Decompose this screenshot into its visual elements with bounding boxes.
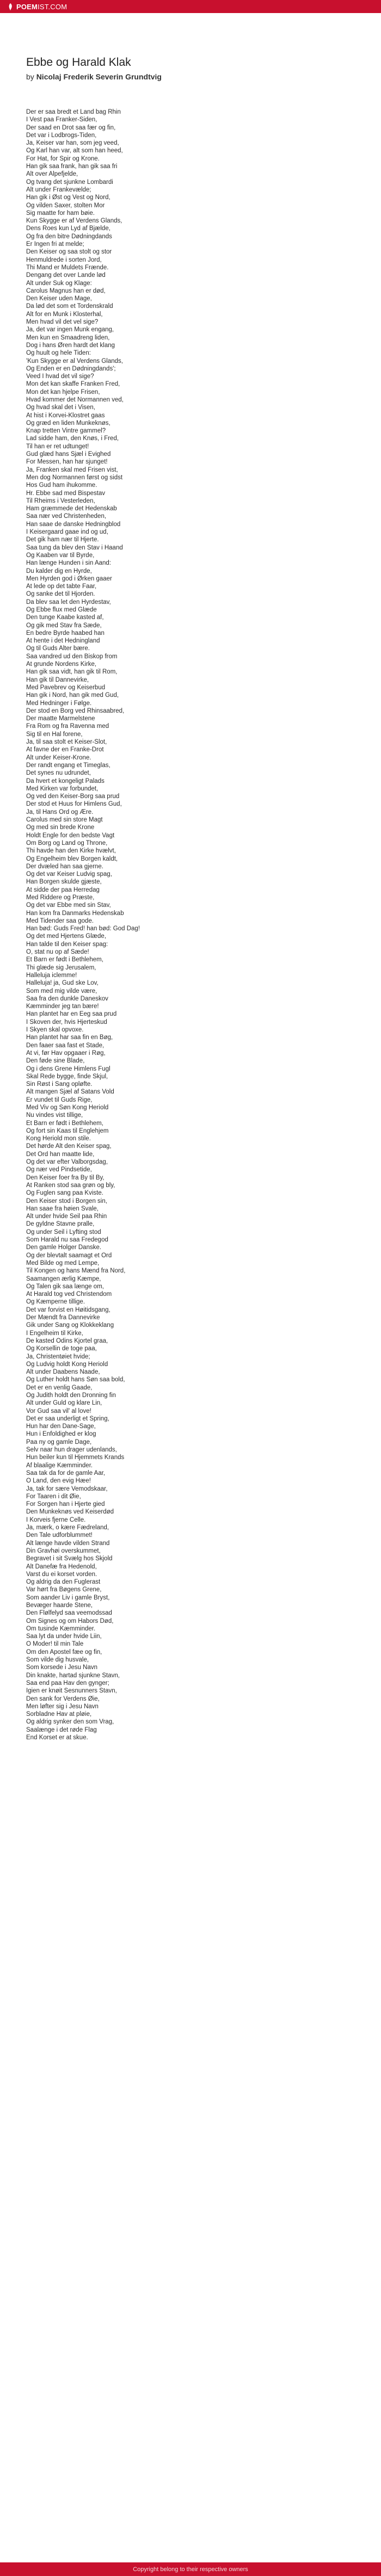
- poem-line: Og det var efter Valborgsdag,: [26, 1159, 108, 1166]
- poem-line: Den Keiser foer fra By til By,: [26, 1174, 105, 1181]
- poem-line: Veed I hvad det vil sige?: [26, 373, 94, 380]
- poem-line: Det hørde Alt den Keiser spag,: [26, 1143, 112, 1150]
- poem-line: Alt under Daabens Naade,: [26, 1369, 100, 1376]
- poem-line: Er Ingen fri at melde;: [26, 241, 84, 248]
- poem-line: Der stod et Huus for Himlens Gud,: [26, 801, 122, 808]
- poem-line: Det var i Lodbrogs-Tiden,: [26, 132, 97, 139]
- poem-line: Med Viv og Søn Kong Heriold: [26, 1104, 109, 1111]
- poem-line: At favne der en Franke-Drot: [26, 746, 104, 753]
- quill-icon: [7, 3, 14, 10]
- poem-line: Det gik ham nær til Hjerte.: [26, 536, 99, 543]
- poem-line: Paa ny og gamle Dage,: [26, 1438, 92, 1445]
- poem-line: Og Ludvig holdt Kong Heriold: [26, 1361, 108, 1368]
- poem-line: Og ved den Keiser-Borg saa prud: [26, 793, 120, 800]
- logo-main: POEM: [16, 2, 38, 11]
- poem-line: Med Kirken var forbundet,: [26, 785, 99, 792]
- by-label: by: [26, 72, 34, 81]
- poem-line: Som med mig vilde være,: [26, 987, 97, 994]
- poem-line: Om Signes og om Habors Død,: [26, 1617, 114, 1624]
- poem-line: Der stod en Borg ved Rhinsaabred,: [26, 707, 125, 714]
- poem-line: Han saae de danske Hedningblod: [26, 521, 121, 528]
- poem-line: Den gamle Holger Danske.: [26, 1244, 102, 1251]
- poem-line: Og Fuglen sang paa Kviste.: [26, 1190, 103, 1197]
- poem-line: Et Barn er født i Bethlehem,: [26, 1120, 103, 1127]
- poem-line: Saa fra den dunkle Daneskov: [26, 995, 108, 1002]
- poem-line: Alt under hvide Seil paa Rhin: [26, 1213, 107, 1220]
- poem-line: At lede op det tabte Faar,: [26, 583, 97, 590]
- poem-line: I Skyen skal opvoxe.: [26, 1027, 84, 1034]
- poem-line: Ja, til saa stolt et Keiser-Slot,: [26, 739, 107, 746]
- site-logo[interactable]: [7, 3, 67, 11]
- poem-line: Den sank for Verdens Øie,: [26, 1695, 100, 1702]
- poem-line: Kong Heriold mon stile.: [26, 1135, 91, 1142]
- poem-line: Og fort sin Kaas til Englehjem: [26, 1127, 109, 1134]
- poem-line: Men hvad vil det vel sige?: [26, 319, 99, 326]
- poem-content: [26, 55, 355, 1741]
- poem-line: Ja, Franken skal med Frisen vist,: [26, 466, 118, 473]
- poem-line: Sorbladne Hav at pløie,: [26, 1711, 92, 1718]
- poem-line: Hun i Enfoldighed er klog: [26, 1431, 96, 1438]
- author-link[interactable]: Nicolaj Frederik Severin Grundtvig: [36, 72, 162, 81]
- poem-line: Til Rheims i Vesterleden,: [26, 497, 95, 504]
- poem-line: Og til Guds Alter bære.: [26, 645, 90, 652]
- poem-body: [26, 108, 355, 1741]
- poem-line: En bedre Byrde haabed han: [26, 629, 105, 637]
- poem-line: Alt under Guld og klare Lin,: [26, 1400, 102, 1407]
- poem-line: Den Keiser og saa stolt og stor: [26, 249, 112, 256]
- poem-line: Den Flølfelyd saa veemodssad: [26, 1610, 112, 1617]
- poem-title: Ebbe og Harald Klak: [26, 56, 131, 69]
- top-bar: [0, 0, 381, 13]
- poem-line: Den føde sine Blade,: [26, 1058, 85, 1065]
- poem-line: De gyldne Stavne pralle,: [26, 1221, 95, 1228]
- poem-line: Som korsede i Jesu Navn: [26, 1664, 98, 1671]
- poem-line: Skal Rede bygge, finde Skjul,: [26, 1073, 108, 1080]
- poem-line: Og græd en liden Munkeknøs,: [26, 419, 110, 427]
- poem-line: Bevæger haarde Stene,: [26, 1602, 93, 1609]
- poem-line: Og Kaaben var til Byrde,: [26, 552, 95, 559]
- poem-line: At hist i Korvei-Klostret gaas: [26, 412, 105, 419]
- poem-line: Vor Gud saa vil' al love!: [26, 1407, 91, 1414]
- poem-line: Sin Røst i Sang opløfte.: [26, 1081, 93, 1088]
- poem-line: Den Keiser stod i Borgen sin,: [26, 1197, 107, 1204]
- poem-line: For Hat, for Spir og Krone.: [26, 155, 100, 162]
- copyright-text: Copyright belong to their respective owners: [133, 2566, 248, 2573]
- poem-line: Af blaalige Kæmminder.: [26, 1462, 93, 1469]
- poem-line: End Korset er at skue.: [26, 1734, 88, 1741]
- poem-line: Der randt engang et Timeglas,: [26, 762, 110, 769]
- poem-line: Med Pavebrev og Keiserbud: [26, 684, 106, 691]
- poem-line: At vi, før Hav opgaaer i Røg,: [26, 1049, 106, 1057]
- poem-line: Thi havde han den Kirke hvælvt,: [26, 848, 116, 855]
- poem-line: Men Hyrden god i Ørken gaaer: [26, 575, 112, 582]
- poem-line: Da hvert et kongeligt Palads: [26, 777, 105, 784]
- poem-line: Ja, til Hans Ord og Ære.: [26, 808, 94, 816]
- poem-line: Og Judith holdt den Dronning fin: [26, 1392, 116, 1399]
- poem-line: Han bød: Guds Fred! han bød: God Dag!: [26, 925, 140, 932]
- poem-line: Der saad en Drot saa fær og fin,: [26, 124, 116, 131]
- poem-line: At Harald tog ved Christendom: [26, 1291, 112, 1298]
- poem-line: Alt længe havde vilden Strand: [26, 1540, 110, 1547]
- poem-line: Sig til en Hal forene,: [26, 731, 83, 738]
- poem-line: Sig maatte for ham bøie.: [26, 209, 95, 217]
- poem-line: At Ranken stod saa grøn og bly,: [26, 1182, 115, 1189]
- poem-line: Gud glæd hans Sjæl i Evighed: [26, 451, 111, 458]
- poem-line: Selv naar hun drager udenlands,: [26, 1447, 117, 1454]
- poem-line: Og nær ved Pindsetide,: [26, 1166, 92, 1173]
- poem-line: Dengang det over Lande lød: [26, 272, 106, 279]
- poem-line: Den tunge Kaabe kasted af,: [26, 614, 104, 621]
- poem-line: Der dvæled han saa gjerne.: [26, 863, 103, 870]
- poem-line: Du kalder dig en Hyrde,: [26, 567, 92, 574]
- poem-line: Og aldrig synker den som Vrag,: [26, 1719, 114, 1726]
- poem-line: Var hørt fra Bøgens Grene,: [26, 1586, 102, 1593]
- poem-line: Saa tak da for de gamle Aar,: [26, 1469, 106, 1477]
- poem-line: Lad sidde ham, den Knøs, i Fred,: [26, 435, 119, 442]
- poem-line: Og Ebbe flux med Glæde: [26, 607, 97, 613]
- poem-line: Alt under Suk og Klage:: [26, 280, 92, 287]
- footer-bar: [0, 2562, 381, 2576]
- poem-line: Og med sin brede Krone: [26, 824, 95, 831]
- poem-line: Ja, det var ingen Munk engang,: [26, 326, 114, 333]
- poem-line: I Skoven der, hvis Hjerteskud: [26, 1018, 107, 1026]
- poem-line: Fra Rom og fra Ravenna med: [26, 723, 109, 730]
- poem-line: Dens Roes kun Lyd af Bjælde,: [26, 225, 110, 232]
- poem-line: Og sanke det til Hjorden.: [26, 591, 95, 598]
- poem-line: Om Borg og Land og Throne,: [26, 839, 108, 847]
- poem-line: Som vilde dig husvale,: [26, 1657, 89, 1664]
- poem-line: Din knakte, hartad sjunkne Stavn,: [26, 1672, 120, 1679]
- poem-line: Han gik saa frank, han gik saa fri: [26, 163, 118, 170]
- poem-line: Ja, mærk, o kære Fædreland,: [26, 1524, 109, 1531]
- poem-line: Gik under Sang og Klokkeklang: [26, 1322, 114, 1329]
- poem-line: Mon det kan hjelpe Frisen,: [26, 388, 100, 396]
- poem-line: Men dog Normannen først og sidst: [26, 474, 123, 481]
- poem-line: Begravet i sit Svælg hos Skjold: [26, 1555, 113, 1562]
- poem-line: Den faaer saa fast et Stade,: [26, 1042, 105, 1049]
- poem-line: Hun beiler kun til Hjemmets Krands: [26, 1454, 125, 1461]
- poem-line: Thi glæde sig Jerusalem,: [26, 964, 96, 971]
- poem-line: Saa end paa Hav den gynger;: [26, 1679, 109, 1687]
- poem-line: For Messen, han har sjunget!: [26, 459, 108, 466]
- poem-line: Carolus med sin store Magt: [26, 817, 103, 824]
- poem-line: Og gik med Stav fra Sæde,: [26, 622, 102, 629]
- poem-line: Det synes nu udrundet,: [26, 770, 91, 777]
- poem-line: De kasted Odins Kjortel graa,: [26, 1337, 108, 1344]
- poem-line: Som aander Liv i gamle Bryst,: [26, 1594, 110, 1601]
- poem-line: For Taaren i dit Øie,: [26, 1493, 81, 1500]
- poem-line: Med Hedninger i Følge.: [26, 700, 92, 707]
- poem-line: Han længe Hunden i sin Aand:: [26, 560, 111, 567]
- poem-line: Carolus Magnus han er død,: [26, 287, 106, 294]
- poem-line: Alt under Keiser-Krone.: [26, 754, 91, 761]
- poem-line: Og det var Ebbe med sin Stav,: [26, 902, 111, 909]
- poem-line: For Sorgen han i Hjerte gied: [26, 1501, 105, 1508]
- poem-line: I Engelheim til Kirke,: [26, 1330, 83, 1337]
- poem-line: Han gik til Dannevirke,: [26, 676, 89, 683]
- poem-line: Om tusinde Kæmminder.: [26, 1625, 96, 1632]
- poem-line: Der maatte Marmelstene: [26, 715, 95, 722]
- poem-line: Saa lyt da under hvide Liin,: [26, 1633, 102, 1640]
- poem-line: O, stat nu op af Sæde!: [26, 949, 89, 956]
- poem-line: Da lød det som et Tordenskrald: [26, 303, 113, 310]
- poem-line: Din Gravhøi overskummet,: [26, 1547, 101, 1554]
- poem-line: 'Kun Skygge er al Verdens Glands,: [26, 357, 123, 365]
- poem-line: Der er saa bredt et Land bag Rhin: [26, 109, 121, 115]
- poem-line: Alt under Frankevælde;: [26, 186, 91, 193]
- poem-line: Som Harald nu saa Fredegod: [26, 1237, 108, 1244]
- poem-line: O Moder! til min Tale: [26, 1641, 84, 1648]
- poem-line: Og der blevtalt saamagt et Ord: [26, 1252, 112, 1259]
- poem-line: Til Kongen og hans Mænd fra Nord,: [26, 1268, 126, 1275]
- poem-line: Ja, tak for sære Vemodskaar,: [26, 1485, 108, 1492]
- poem-line: Han gik i Nord, han gik med Gud,: [26, 692, 119, 699]
- poem-line: Med Riddere og Præste,: [26, 894, 95, 901]
- poem-line: Om den Apostel fæe og fin,: [26, 1648, 102, 1655]
- poem-line: Henmuldrede i sorten Jord,: [26, 256, 102, 263]
- poem-line: At hente i det Hedningland: [26, 638, 100, 645]
- poem-line: Og hvad skal det i Visen,: [26, 404, 95, 411]
- poem-line: Det er saa underligt et Spring,: [26, 1415, 109, 1422]
- poem-line: Og under Seil i Lyfting stod: [26, 1228, 101, 1236]
- poem-line: Han saae fra høien Svale,: [26, 1205, 99, 1212]
- poem-line: At sidde der paa Herredag: [26, 886, 100, 893]
- poem-line: Alt Danefæ fra Hedenold,: [26, 1563, 97, 1570]
- poem-line: Thi Mand er Muldets Frænde.: [26, 264, 109, 271]
- poem-line: Og tvang det sjunkne Lombardi: [26, 178, 113, 186]
- poem-line: Til han er ret udtunget!: [26, 443, 89, 450]
- poem-line: Han kom fra Danmarks Hedenskab: [26, 910, 124, 917]
- poem-line: Nu vindes vist tillige,: [26, 1112, 83, 1119]
- logo-suffix: IST.COM: [38, 2, 67, 11]
- poem-line: Den Tale udforblummet!: [26, 1532, 93, 1539]
- poem-line: Hr. Ebbe sad med Bispestav: [26, 490, 106, 497]
- poem-line: Og Kæmperne tillige.: [26, 1299, 85, 1306]
- poem-line: Saa vandred ud den Biskop from: [26, 653, 118, 660]
- poem-line: I Keisergaard gaae ind og ud,: [26, 529, 108, 536]
- poem-line: Da blev saa let den Hyrdestav,: [26, 598, 111, 606]
- poem-line: Og Karl han var, alt som han heed,: [26, 147, 123, 155]
- poem-line: Saa tung da blev den Stav i Haand: [26, 544, 123, 551]
- poem-line: Han talde til den Keiser spag:: [26, 941, 108, 948]
- poem-line: Og fra den bitre Dødningdands: [26, 233, 112, 240]
- poem-line: Knap tretten Vintre gammel?: [26, 428, 106, 435]
- poem-line: Der Mændt fra Dannevirke: [26, 1314, 100, 1321]
- poem-line: Saa nær ved Christenheden,: [26, 513, 107, 520]
- poem-line: Et Barn er født i Bethlehem,: [26, 956, 103, 963]
- poem-line: Alt for en Munk i Klosterhal,: [26, 311, 103, 318]
- poem-line: Han gik i Øst og Vest og Nord,: [26, 194, 110, 201]
- poem-line: Og Korsellin de toge paa,: [26, 1345, 97, 1352]
- poem-line: Kun Skygge er af Verdens Glands,: [26, 218, 122, 225]
- poem-line: Den Keiser uden Mage,: [26, 295, 92, 302]
- poem-line: Og Talen gik saa længe om,: [26, 1283, 104, 1290]
- poem-line: Og det med Hjertens Glæde,: [26, 933, 107, 940]
- poem-line: Halleluja! ja, Gud ske Lov,: [26, 980, 99, 987]
- poem-line: Hun har den Dane-Sage,: [26, 1423, 96, 1430]
- poem-line: Men kun en Smaadreng liden,: [26, 334, 110, 341]
- poem-line: At grunde Nordens Kirke,: [26, 661, 97, 668]
- poem-line: Den Munkeknøs ved Keiserdød: [26, 1509, 114, 1516]
- poem-line: Varst du ei korset vorden.: [26, 1571, 97, 1578]
- poem-line: Og i dens Grene Himlens Fugl: [26, 1065, 110, 1072]
- author-line: [26, 72, 355, 82]
- poem-line: Alt mangen Sjæl af Satans Vold: [26, 1089, 114, 1096]
- poem-line: Saalænge i det røde Flag: [26, 1726, 97, 1733]
- poem-line: Kæmminder jeg tan bære!: [26, 1003, 99, 1010]
- poem-line: Saamangen ærlig Kæmpe,: [26, 1275, 101, 1282]
- poem-line: Igien er knøit Sesnunners Stavn,: [26, 1688, 117, 1695]
- poem-line: Er vundet til Guds Rige,: [26, 1096, 93, 1103]
- logo-text: [16, 3, 67, 11]
- poem-line: Halleluja iclemme!: [26, 972, 77, 979]
- poem-line: Og Luther holdt hans Søn saa bold,: [26, 1376, 125, 1383]
- poem-line: Hvad kommer det Normannen ved,: [26, 396, 124, 403]
- poem-line: Og det var Keiser Ludvig spag,: [26, 871, 112, 878]
- poem-line: Han plantet har saa fin en Bøg,: [26, 1034, 113, 1041]
- poem-line: I Vest paa Franker-Siden,: [26, 116, 97, 123]
- poem-line: Det Ord han maatte lide,: [26, 1151, 95, 1158]
- poem-line: Med Tidender saa gode.: [26, 917, 94, 924]
- poem-line: I Korveis fjerne Celle.: [26, 1516, 86, 1523]
- poem-line: O Land, den evig Hæe!: [26, 1478, 91, 1485]
- poem-line: Ja, Keiser var han, som jeg veed,: [26, 140, 119, 147]
- poem-line: Holdt Engle for den bedste Vagt: [26, 832, 115, 839]
- poem-line: Det er en venlig Gaade,: [26, 1384, 93, 1391]
- poem-line: Han Borgen skulde gjæste,: [26, 879, 102, 886]
- poem-line: Mon det kan skaffe Franken Fred,: [26, 381, 120, 388]
- poem-line: Han gik saa vidt, han gik til Rom,: [26, 669, 118, 676]
- poem-line: Og huult og hele Tiden:: [26, 350, 91, 357]
- poem-line: Ham græmmede det Hedenskab: [26, 505, 117, 512]
- poem-line: Alt over Alpefjelde,: [26, 171, 78, 178]
- poem-line: Og Enden er en Dødningdands';: [26, 365, 116, 372]
- poem-line: Hos Gud ham ihukomme.: [26, 482, 97, 489]
- poem-line: Ja, Christentøiet hvide;: [26, 1353, 90, 1360]
- poem-line: Og aldrig da den Fuglerast: [26, 1579, 101, 1586]
- poem-line: Dog i hans Øren hardt det klang: [26, 342, 115, 349]
- poem-line: Og vilden Saxer, stolten Mor: [26, 202, 105, 209]
- poem-line: Og Engelheim blev Borgen kaldt,: [26, 855, 118, 862]
- poem-line: Han plantet har en Eeg saa prud: [26, 1011, 117, 1018]
- poem-line: Men løfter sig i Jesu Navn: [26, 1703, 99, 1710]
- poem-line: Det var forvist en Høitidsgang,: [26, 1306, 110, 1313]
- poem-line: Med Bilde og med Lempe,: [26, 1259, 100, 1267]
